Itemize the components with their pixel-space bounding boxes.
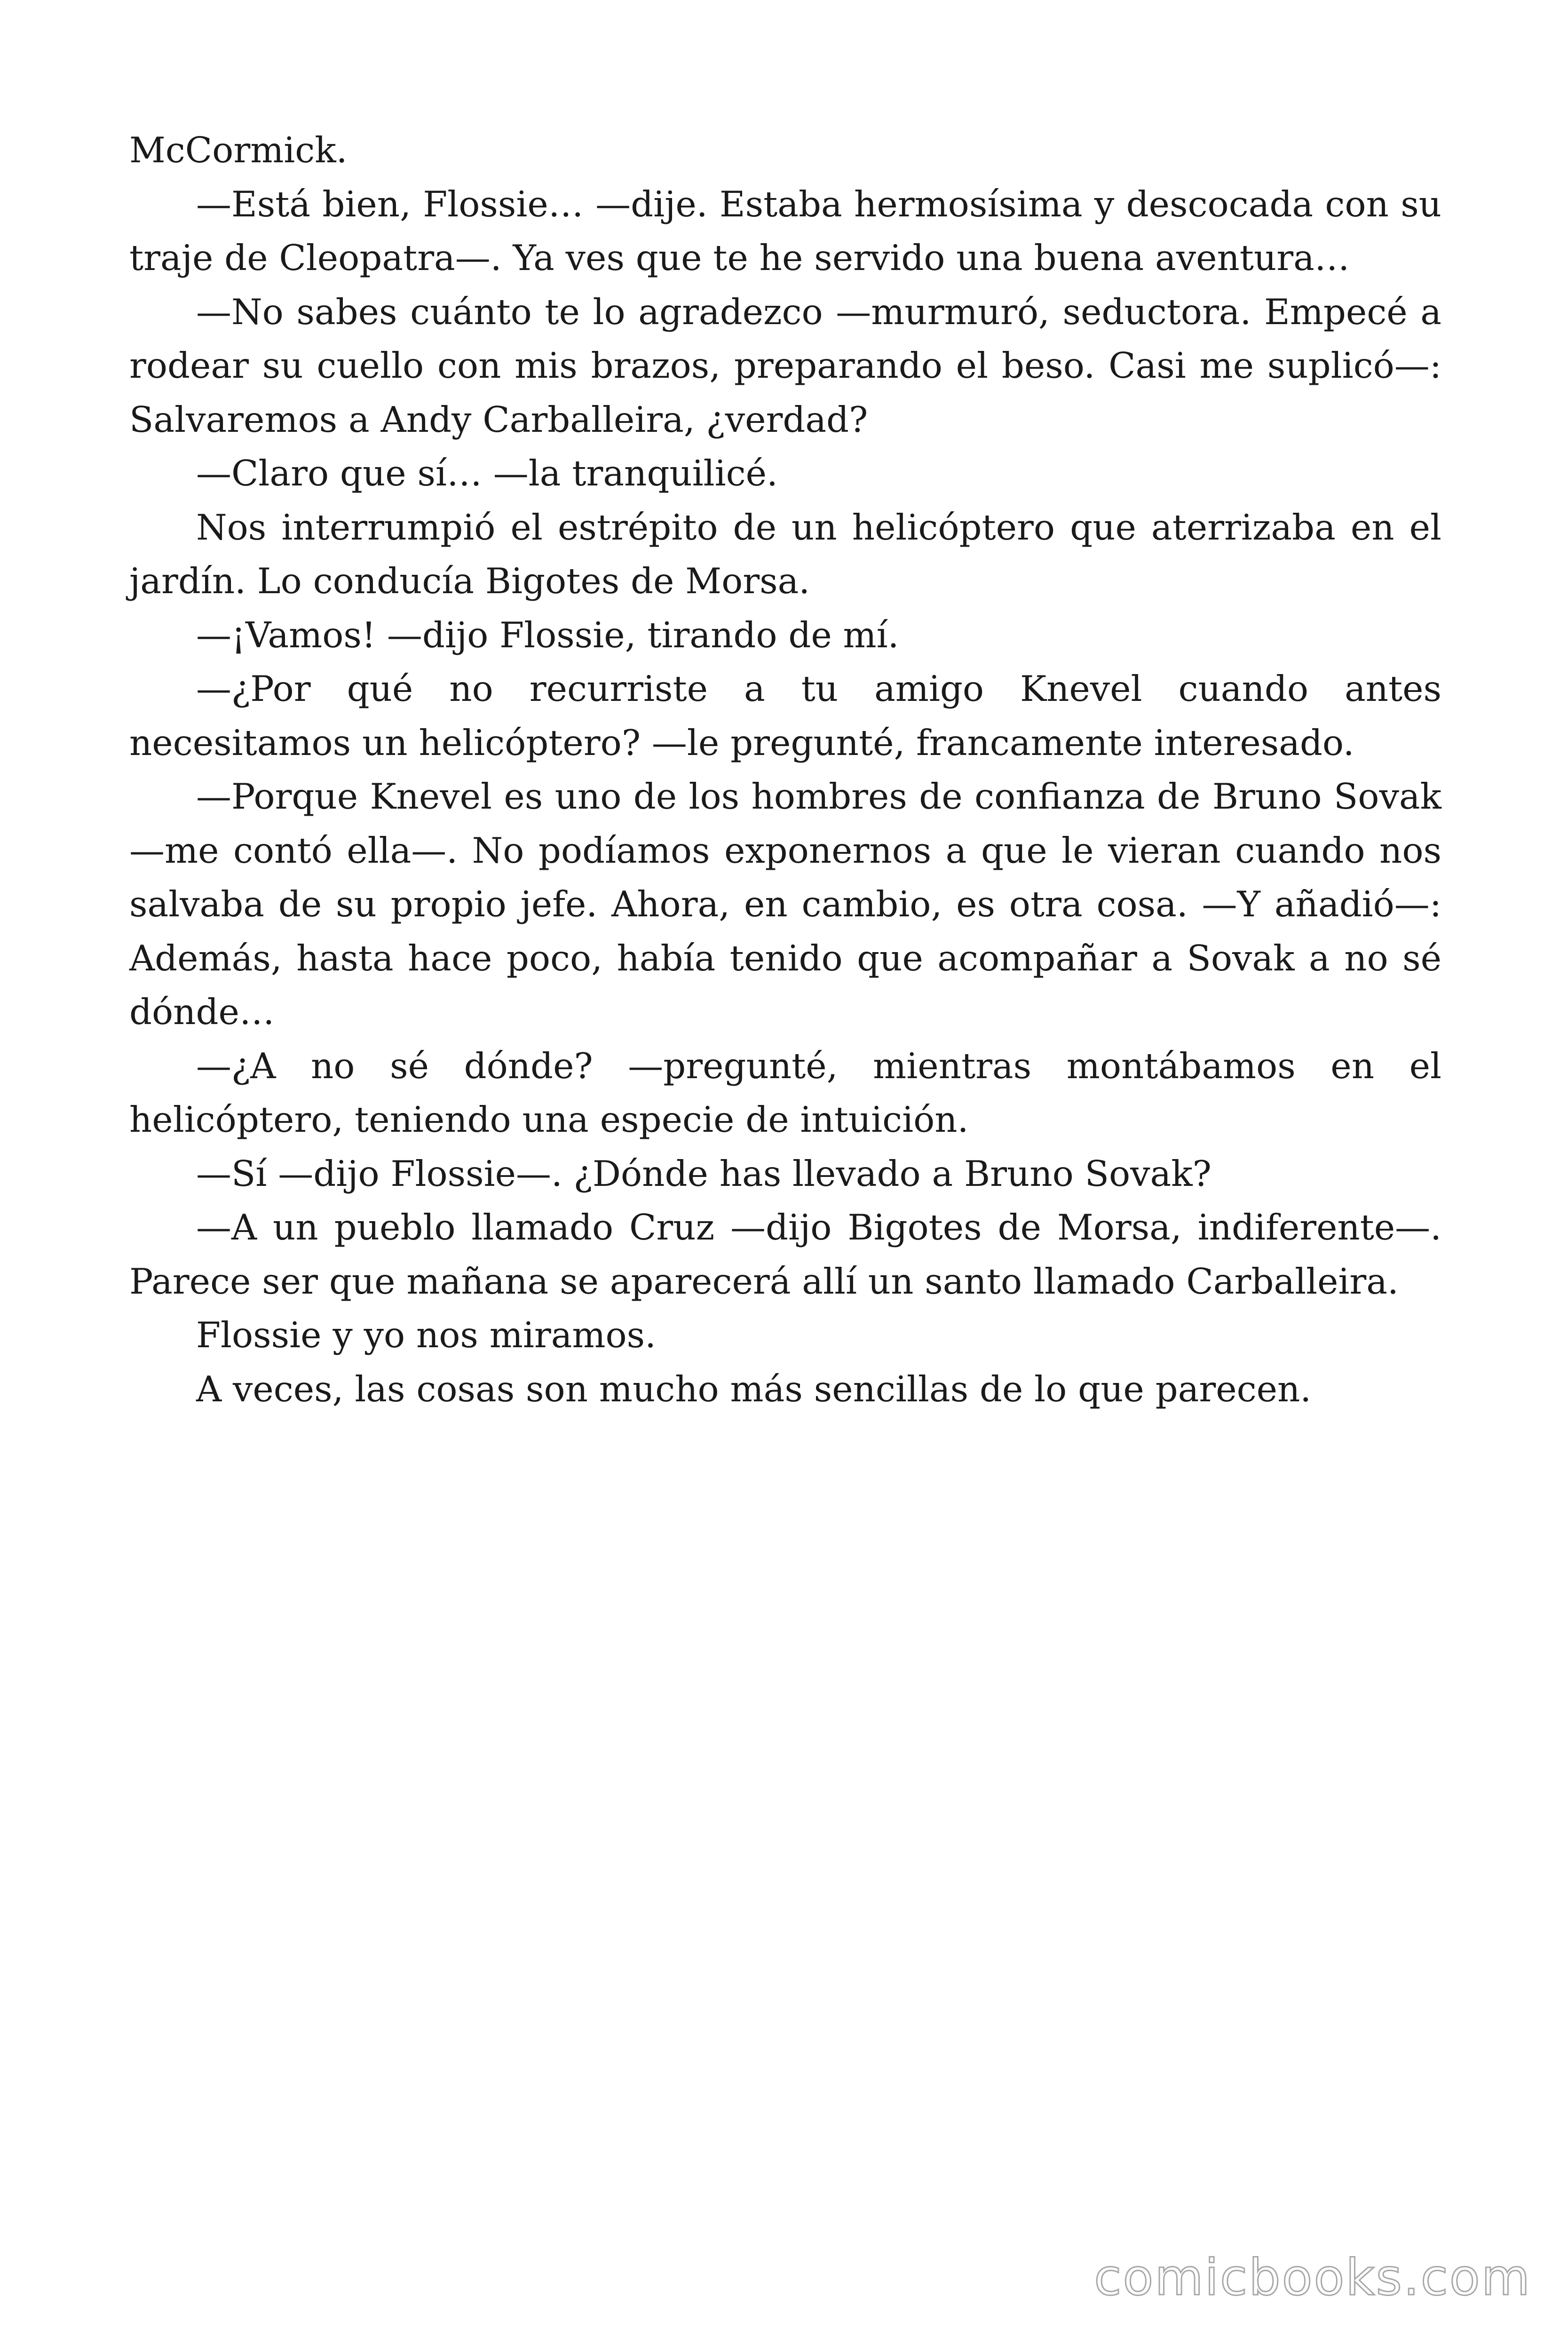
body-text [129, 123, 1441, 1416]
paragraph: —¡Vamos! —dijo Flossie, tirando de mí. [196, 614, 899, 656]
paragraph: McCormick. [129, 129, 348, 171]
paragraph: Flossie y yo nos miramos. [196, 1314, 657, 1356]
paragraph: —Sí —dijo Flossie—. ¿Dónde has llevado a Bruno Sovak? [196, 1152, 1212, 1194]
paragraph: —Está bien, Flossie… —dije. Estaba hermosísima y descocada con su traje de Cleopatra—. Ya ves que te he servido una buena aventura… [129, 183, 1441, 278]
paragraph: Nos interrumpió el estrépito de un helicóptero que aterrizaba en el jardín. Lo conducía Bigotes de Morsa. [129, 506, 1441, 602]
watermark: comicbooks.com [1094, 2249, 1531, 2306]
paragraph: —A un pueblo llamado Cruz —dijo Bigotes de Morsa, indiferente—. Parece ser que mañana se aparecerá allí un santo llamado Carballeira. [129, 1207, 1441, 1302]
paragraph: —Porque Knevel es uno de los hombres de confianza de Bruno Sovak —me contó ella—. No podíamos exponernos a que le vieran cuando nos salvaba de su propio jefe. Ahora, en cambio, es otra cosa. —Y añadió—: Además, hasta hace poco, había tenido que acompañar a Sovak a no sé dónde… [129, 776, 1441, 1033]
paragraph: A veces, las cosas son mucho más sencillas de lo que parecen. [196, 1368, 1312, 1410]
paragraph: —¿Por qué no recurriste a tu amigo Knevel cuando antes necesitamos un helicóptero? —le pregunté, francamente interesado. [129, 668, 1441, 763]
paragraph: —¿A no sé dónde? —pregunté, mientras montábamos en el helicóptero, teniendo una especie de intuición. [129, 1045, 1441, 1140]
paragraph: —Claro que sí… —la tranquilicé. [196, 453, 778, 494]
paragraph: —No sabes cuánto te lo agradezco —murmuró, seductora. Empecé a rodear su cuello con mis brazos, preparando el beso. Casi me suplicó—: Salvaremos a Andy Carballeira, ¿verdad? [129, 291, 1441, 440]
